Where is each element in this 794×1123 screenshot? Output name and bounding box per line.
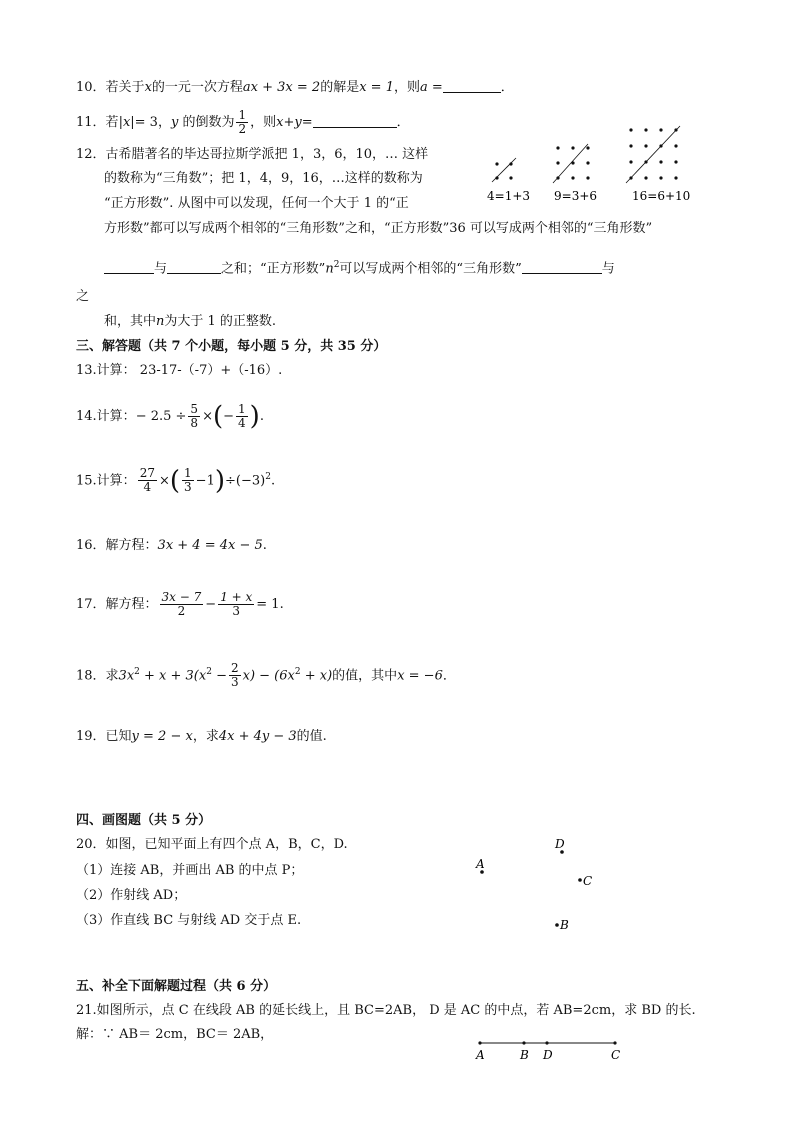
question-17: 17．解方程： $\frac{3x - 7}{2}$ − $\frac{1 + x}{3}$ = 1. [76,590,284,618]
question-12-line-2: 的数称为“三角数”；把 1，4，9，16，…这样的数称为 [104,171,423,186]
section-3-title: 三、解答题（共 7 个小题，每小题 5 分，共 35 分） [76,339,387,354]
question-12-line-5: 与 之和；“正方形数$”n^2$可以写成两个相邻的“三角形数” 与 [104,256,615,278]
question-13: 13.计算： 23-17-（-7）+（-16）. [76,363,283,378]
question-20-line-4: （3）作直线 BC 与射线 AD 交于点 E. [76,913,302,928]
question-21-line-1: 21.如图所示，点 C 在线段 AB 的延长线上，且 BC=2AB， D 是 AC 的中点，若 AB=2cm，求 BD 的长. [76,1003,696,1018]
svg-text:B: B [560,918,569,932]
answer-blank[interactable] [167,260,221,274]
q10-number: 10． [76,80,106,95]
label-d: D [543,1048,553,1062]
label-c: C [611,1048,621,1062]
answer-blank[interactable] [104,260,154,274]
question-18: 18．求$3x^2 + x + 3(x^2$ − $\frac{2}{3}$ $x) - (6x^2 + x)$的值，其中x = −6． [76,661,456,690]
label-a: A [476,1048,485,1062]
segment-figure [470,1036,630,1066]
section-4-title: 四、画图题（共 5 分） [76,813,212,828]
question-19: 19．已知y = 2 − x，求4x + 4y − 3的值. [76,729,327,744]
point-b [555,923,559,927]
question-15: 15.计算： $\frac{27}{4}$ ×( $\frac{1}{3}$ $-1)\div(-3)^2$. [76,465,276,496]
svg-text:A: A [476,857,485,871]
triangular-square-numbers-figure [482,124,702,204]
section-5-title: 五、补全下面解题过程（共 6 分） [76,979,277,994]
figure-label: 16=6+10 [632,189,691,203]
four-points-figure [470,834,610,934]
question-20-line-3: （2）作射线 AD； [76,888,187,903]
question-12-line-7: 和，其中n为大于 1 的正整数. [104,314,277,329]
figure-label: 4=1+3 [487,189,531,203]
q10-equation: ax + 3x = 2 [242,80,321,95]
question-20-line-1: 20．如图，已知平面上有四个点 A，B，C，D. [76,837,348,852]
question-21-line-2: 解：∵ AB＝ 2cm，BC＝ 2AB， [76,1027,274,1042]
question-14: 14.计算：− 2.5 ÷ $\frac{5}{8}$ ×(− $\frac{1}{4}$ ). [76,401,264,432]
svg-text:C: C [583,874,593,888]
dot-figure-9 [556,146,589,179]
question-10: 10．若关于x的一元一次方程ax + 3x = 2的解是x = 1，则a = ． [76,80,514,95]
answer-blank[interactable] [443,79,501,93]
question-12-line-4: 方形数”都可以写成两个相邻的“三角形数”之和，“正方形数”36 可以写成两个相邻的“三角形数” [104,221,653,236]
svg-text:D: D [555,837,565,851]
question-20-line-2: （1）连接 AB，并画出 AB 的中点 P； [76,863,304,878]
question-12-line-3: “正方形数”. 从图中可以发现，任何一个大于 1 的“正 [104,196,409,211]
question-12-line-1: 12．古希腊著名的毕达哥拉斯学派把 1，3，6，10，… 这样 [76,147,429,162]
question-12-line-6: 之 [76,289,90,304]
dot-figure-4 [495,162,512,179]
point-c [578,878,582,882]
question-11: 11．若|x|= 3，y 的倒数为 $\frac{1}{2}$ ，则x+y= ． [76,108,410,136]
figure-label: 9=3+6 [554,189,598,203]
answer-blank[interactable] [522,260,602,274]
answer-blank[interactable] [313,114,397,128]
question-16: 16．解方程：3x + 4 = 4x − 5. [76,538,267,553]
fraction: $\frac{1}{2}$ [238,108,247,136]
label-b: B [520,1048,529,1062]
